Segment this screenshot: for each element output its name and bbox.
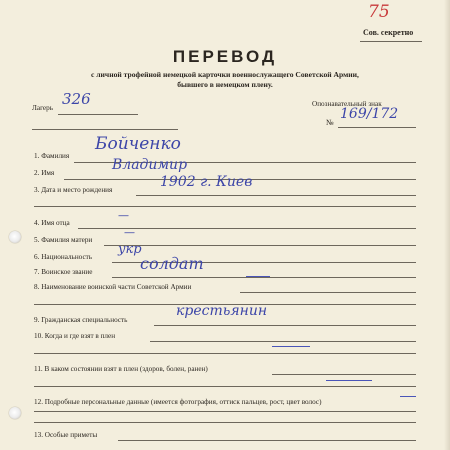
- field-name-label: 2. Имя: [34, 169, 55, 177]
- field-mother-label: 5. Фамилия матери: [34, 236, 93, 244]
- camp-underline-2: [32, 129, 178, 130]
- field-rank-label: 7. Воинское звание: [34, 268, 93, 276]
- field-nationality-value: укр: [118, 242, 142, 257]
- field-condition-line-2: [34, 386, 416, 387]
- punch-hole-top: [9, 231, 21, 243]
- field-name-value: Владимир: [112, 157, 188, 173]
- field-surname-label: 1. Фамилия: [34, 152, 70, 160]
- field-rank-value: солдат: [140, 254, 204, 273]
- field-personal-data-label: 12. Подробные персональные данные (имеется фотография, оттиск пальцев, рост, цвет волос): [34, 398, 322, 406]
- field-features-line: [118, 440, 416, 441]
- field-birth-line: [136, 195, 416, 196]
- field-father-label: 4. Имя отца: [34, 219, 70, 227]
- field-profession-label: 9. Гражданская специальность: [34, 316, 128, 324]
- field-personal-data-stroke: [400, 396, 416, 397]
- field-condition-stroke: [326, 380, 372, 381]
- camp-value: 326: [62, 90, 91, 108]
- camp-underline: [58, 114, 138, 115]
- field-captured-line: [150, 341, 416, 342]
- field-captured-stroke: [272, 346, 310, 347]
- id-tag-prefix: №: [326, 118, 334, 127]
- camp-label: Лагерь: [32, 104, 53, 112]
- id-tag-underline: [338, 127, 416, 128]
- field-nationality-label: 6. Национальность: [34, 253, 93, 261]
- field-condition-label: 11. В каком состоянии взят в плен (здоров, болен, ранен): [34, 365, 208, 373]
- field-personal-data-line-2: [34, 422, 416, 423]
- field-captured-line-2: [34, 353, 416, 354]
- field-father-value: —: [118, 209, 129, 222]
- field-birth-label: 3. Дата и место рождения: [34, 186, 113, 194]
- field-rank-line: [112, 277, 416, 278]
- field-features-label: 13. Особые приметы: [34, 431, 98, 439]
- field-captured-label: 10. Когда и где взят в плен: [34, 332, 116, 340]
- classification-underline: [360, 41, 422, 42]
- document-title: ПЕРЕВОД: [172, 47, 278, 66]
- field-profession-value: крестьянин: [176, 303, 268, 319]
- page-edge-shadow: [444, 0, 450, 450]
- subtitle-line-1: с личной трофейной немецкой карточки военнослужащего Советской Армии,: [91, 70, 359, 79]
- subtitle-line-2: бывшего в немецком плену.: [177, 80, 273, 89]
- field-unit-line: [240, 292, 416, 293]
- field-mother-value: —: [124, 226, 135, 239]
- classification-stamp: Сов. секретно: [363, 28, 414, 37]
- field-unit-stroke: [246, 276, 270, 277]
- field-surname-value: Бойченко: [95, 134, 181, 154]
- id-tag-value: 169/172: [340, 106, 399, 122]
- field-profession-line: [154, 325, 416, 326]
- field-mother-line: [104, 245, 416, 246]
- field-condition-line: [272, 374, 416, 375]
- id-tag-label: Опознавательный знак: [312, 100, 382, 108]
- field-birth-value: 1902 г. Киев: [160, 174, 253, 190]
- folio-number: 75: [368, 2, 390, 22]
- field-unit-label: 8. Наименование воинской части Советской Армии: [34, 283, 192, 291]
- field-personal-data-line: [34, 411, 416, 412]
- field-birth-line-2: [34, 206, 416, 207]
- punch-hole-bottom: [9, 407, 21, 419]
